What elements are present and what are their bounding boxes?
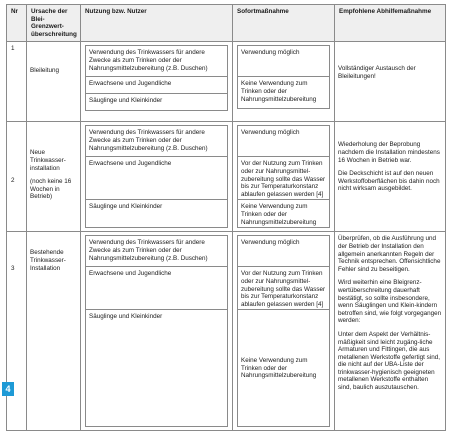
recommended-text: Vollständiger Austausch der Bleileitungen!	[338, 65, 416, 80]
use-item: Erwachsene und Jugendliche	[86, 266, 227, 309]
table-row	[7, 232, 446, 431]
recommended-text: Wiederholung der Beprobung nachdem die Installation mindestens 16 Wochen in Betrieb war.	[338, 141, 440, 164]
table-row	[7, 42, 446, 122]
use-cell	[81, 122, 233, 232]
immediate-item: Verwendung möglich	[241, 49, 300, 57]
use-cell	[81, 232, 233, 431]
use-item: Verwendung des Trinkwassers für andere Zwecke als zum Trinken oder der Nahrungsmittelzubereitung (z.B. Duschen)	[89, 129, 208, 152]
immediate-item: Keine Verwendung zum Trinken oder der Nahrungsmittelzubereitung	[238, 199, 329, 227]
use-item: Erwachsene und Jugendliche	[86, 76, 227, 93]
recommended-cell	[335, 122, 446, 232]
use-cell	[81, 42, 233, 122]
immediate-cell	[233, 232, 335, 431]
row-nr: 1	[7, 42, 27, 122]
cause-note: (noch keine 16 Wochen in Betrieb)	[30, 178, 72, 201]
use-item: Verwendung des Trinkwassers für andere Zwecke als zum Trinken oder der Nahrungsmittelzubereitung (z.B. Duschen)	[89, 239, 208, 262]
cause-text: Bestehende Trinkwasser-Installation	[30, 249, 66, 272]
row-cause	[27, 42, 81, 122]
use-item: Verwendung des Trinkwassers für andere Zwecke als zum Trinken oder der Nahrungsmittelzubereitung (z.B. Duschen)	[89, 49, 208, 72]
recommended-cell	[335, 42, 446, 122]
use-item: Säuglinge und Kleinkinder	[86, 93, 227, 111]
immediate-cell	[233, 122, 335, 232]
page-number-badge: 4	[2, 382, 14, 396]
use-item: Säuglinge und Kleinkinder	[86, 199, 227, 227]
header-immediate: Sofortmaßnahme	[233, 5, 335, 42]
row-cause	[27, 232, 81, 431]
cause-text: Bleileitung	[30, 67, 60, 75]
immediate-item: Verwendung möglich	[241, 129, 300, 137]
recommended-text: Überprüfen, ob die Ausführung und der Betrieb der Installation den allgemein anerkannten Regeln der Technik entsprechen. Offensichtliche Fehler sind zu beseitigen.	[338, 235, 441, 273]
recommended-text: Die Deckschicht ist auf den neuen Werkstoffoberflächen bis dahin noch nicht wirksam ausgebildet.	[338, 170, 440, 193]
header-recommended: Empfohlene Abhilfemaßnahme	[335, 5, 446, 42]
immediate-item: Keine Verwendung zum Trinken oder der Nahrungsmittelzubereitung	[238, 309, 329, 426]
immediate-cell	[233, 42, 335, 122]
measures-table	[6, 4, 446, 431]
cause-text: Neue Trinkwasser-installation	[30, 149, 66, 172]
immediate-item: Keine Verwendung zum Trinken oder der Nahrungsmittelzubereitung	[238, 76, 329, 108]
header-use: Nutzung bzw. Nutzer	[81, 5, 233, 42]
header-cause: Ursache der Blei-Grenzwert-überschreitung	[27, 5, 81, 42]
row-nr: 3	[7, 232, 27, 431]
table-header-row	[7, 5, 446, 42]
page	[6, 4, 445, 431]
recommended-cell	[335, 232, 446, 431]
row-cause	[27, 122, 81, 232]
immediate-item: Vor der Nutzung zum Trinken oder zur Nahrungsmittel-zubereitung sollte das Wasser bis zur Temperaturkonstanz ablaufen gelassen werden [4]	[238, 266, 329, 309]
recommended-text: Unter dem Aspekt der Verhältnis-mäßigkeit sind leicht zugäng-liche Armaturen und Fittingen, die aus metallenen Werkstoffe gefertigt sind, die nicht auf der UBA-Liste der trinkwasser-hygienisch geeigneten metallenen Werkstoffe enthalten sind, baulich auszutauschen.	[338, 330, 440, 392]
header-nr: Nr	[7, 5, 27, 42]
use-item: Säuglinge und Kleinkinder	[86, 309, 227, 426]
immediate-item: Vor der Nutzung zum Trinken oder zur Nahrungsmittel-zubereitung sollte das Wasser bis zur Temperaturkonstanz ablaufen gelassen werden [4]	[238, 156, 329, 199]
recommended-text: Wird weiterhin eine Bleigrenz-wertüberschreitung dauerhaft bestätigt, so sollte insbesondere, wenn Säuglingen und Klein-kindern betroffen sind, wie folgt vorgegangen werden:	[338, 279, 442, 325]
table-row	[7, 122, 446, 232]
immediate-item: Verwendung möglich	[241, 239, 300, 247]
row-nr: 2	[7, 122, 27, 232]
use-item: Erwachsene und Jugendliche	[86, 156, 227, 199]
